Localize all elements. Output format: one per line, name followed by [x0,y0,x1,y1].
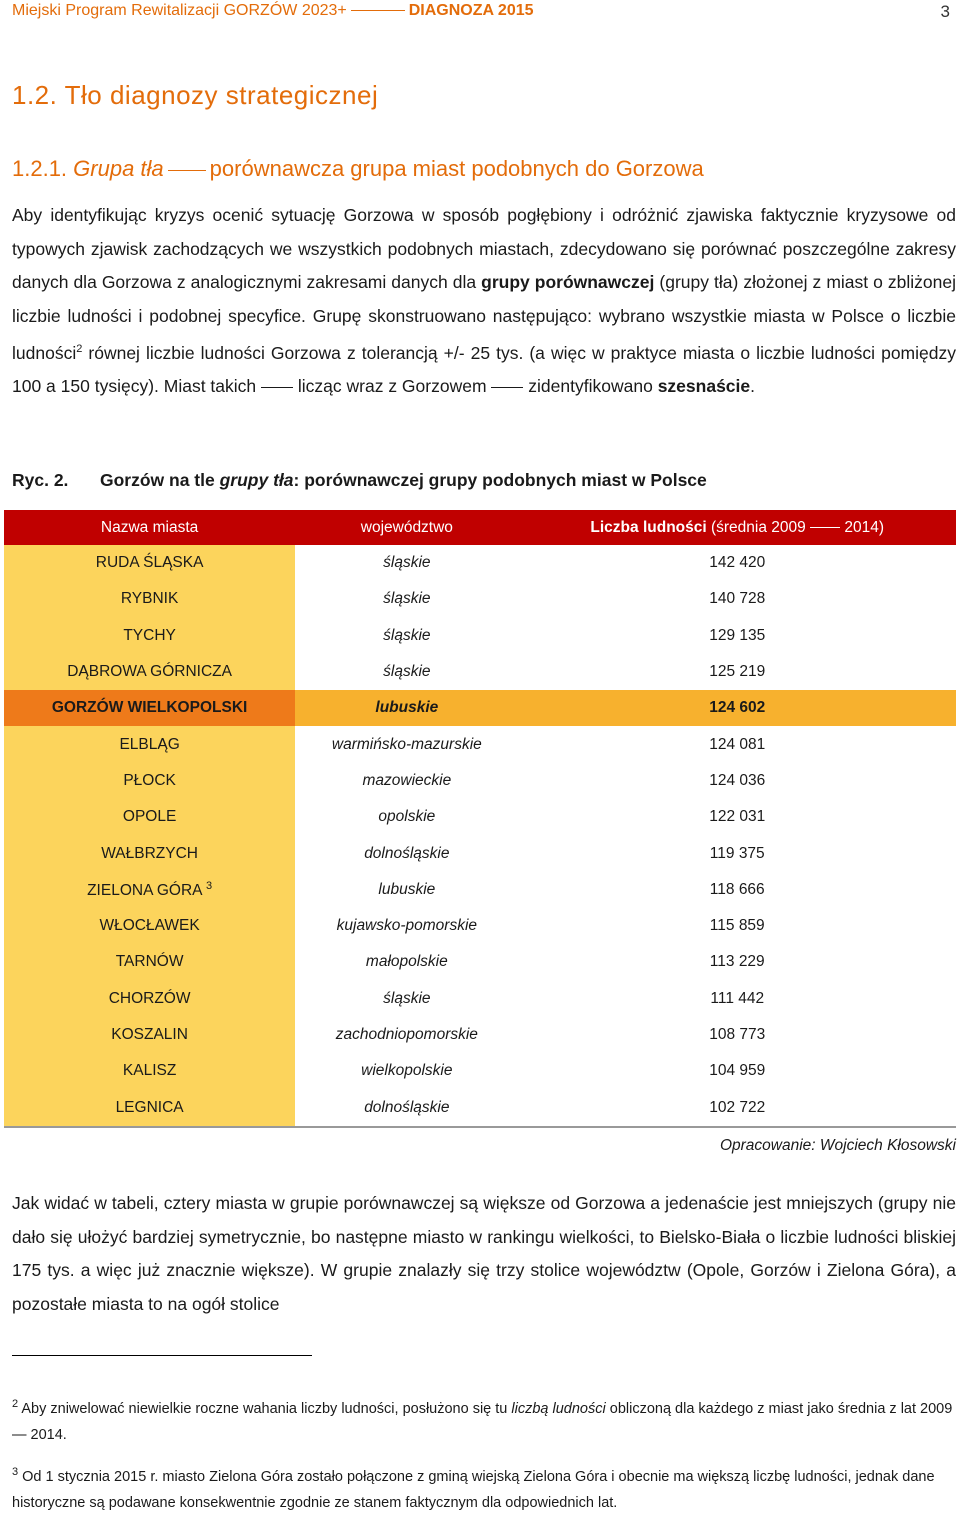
subsection-heading: 1.2.1. Grupa tła porównawcza grupa miast podobnych do Gorzowa [12,156,704,181]
header-title: Miejski Program Rewitalizacji GORZÓW 2023+ DIAGNOZA 2015 [12,2,534,19]
table-row: RYBNIK śląskie 140 728 [4,581,956,617]
table-row: KALISZ wielkopolskie 104 959 [4,1053,956,1089]
table-row: RUDA ŚLĄSKA śląskie 142 420 [4,545,956,581]
table-row: WAŁBRZYCH dolnośląskie 119 375 [4,835,956,871]
table-bottom-rule [4,1126,956,1128]
header-subtitle: DIAGNOZA 2015 [408,2,534,19]
table-row: TYCHY śląskie 129 135 [4,618,956,654]
cities-table [4,510,956,1126]
table-row: KOSZALIN zachodniopomorskie 108 773 [4,1017,956,1053]
table-credit: Opracowanie: Wojciech Kłosowski [719,1137,956,1154]
table-row: OPOLE opolskie 122 031 [4,799,956,835]
table-row: TARNÓW małopolskie 113 229 [4,944,956,980]
table-row: DĄBROWA GÓRNICZA śląskie 125 219 [4,654,956,690]
table-row: PŁOCK mazowieckie 124 036 [4,763,956,799]
col-header-voivodeship: województwo [295,510,518,545]
table-row: CHORZÓW śląskie 111 442 [4,981,956,1017]
footnote-3: $^3$ Od 1 stycznia 2015 r. miasto Zielona Góra zostało połączone z gminą wiejską Zielona Góra i obecnie ma większą liczbę ludności, jednak dane historyczne są podawane konsekwentnie zgodnie ze stanem faktycznym dla odpowiednich lat. [12,1466,935,1511]
table-row-highlighted: GORZÓW WIELKOPOLSKI lubuskie 124 602 [4,690,956,726]
footnote-2: $^2$ Aby zniwelować niewielkie roczne wahania liczby ludności, posłużono się tu liczbą ludności obliczoną dla każdego z miast jako średnia z lat 2009 — 2014. [12,1398,953,1443]
body-paragraph: Jak widać w tabeli, cztery miasta w grupie porównawczej są większe od Gorzowa a jedenaście jest mniejszych (grupy nie dało się ułożyć bardziej symetrycznie, bo następne miasto w rankingu wielkości, to Bielsko-Biała o liczbie ludności bliskiej 175 tys. a więc już znacznie większe). W grupie znalazły się trzy stolice województw (Opole, Gorzów i Zielona Góra), a pozostałe miasta to na ogół stolice [12,1193,956,1314]
footnote-ref-3[interactable]: 3 [205,879,213,892]
table-row: ELBLĄG warmińsko-mazurskie 124 081 [4,726,956,762]
footnote-separator [12,1355,312,1356]
page-number: 3 [940,2,950,21]
col-header-population: Liczba ludności (średnia 2009 2014) [518,510,956,545]
intro-paragraph: Aby identyfikując kryzys ocenić sytuację Gorzowa w sposób pogłębiony i odróżnić zjawiska faktycznie kryzysowe od typowych zjawisk zachodzących we wszystkich podobnych miastach, zdecydowano się porównać poszczególne zakresy danych dla Gorzowa z analogicznymi zakresami danych dla grupy porównawczej (grupy tła) złożonej z miast o zbliżonej liczbie ludności i podobnej specyfice. Grupę skonstruowano następująco: wybrano wszystkie miasta w Polsce o liczbie ludności$^2$ równej liczbie ludności Gorzowa z tolerancją +/- 25 tys. (a więc w praktyce miasta o liczbie ludności pomiędzy 100 a 150 tysięcy). Miast takich licząc wraz z Gorzowem zidentyfikowano szesnaście. [12,205,956,397]
figure-caption: Ryc. 2. Gorzów na tle grupy tła: porównawczej grupy podobnych miast w Polsce [12,470,707,490]
footnote-ref-2[interactable]: 2 [76,343,83,355]
table-row: LEGNICA dolnośląskie 102 722 [4,1089,956,1125]
section-heading: 1.2. Tło diagnozy strategicznej [12,80,379,110]
col-header-city: Nazwa miasta [4,510,295,545]
table-row: WŁOCŁAWEK kujawsko-pomorskie 115 859 [4,908,956,944]
table-row: ZIELONA GÓRA $^3$ lubuskie 118 666 [4,872,956,908]
page-header [12,2,952,28]
